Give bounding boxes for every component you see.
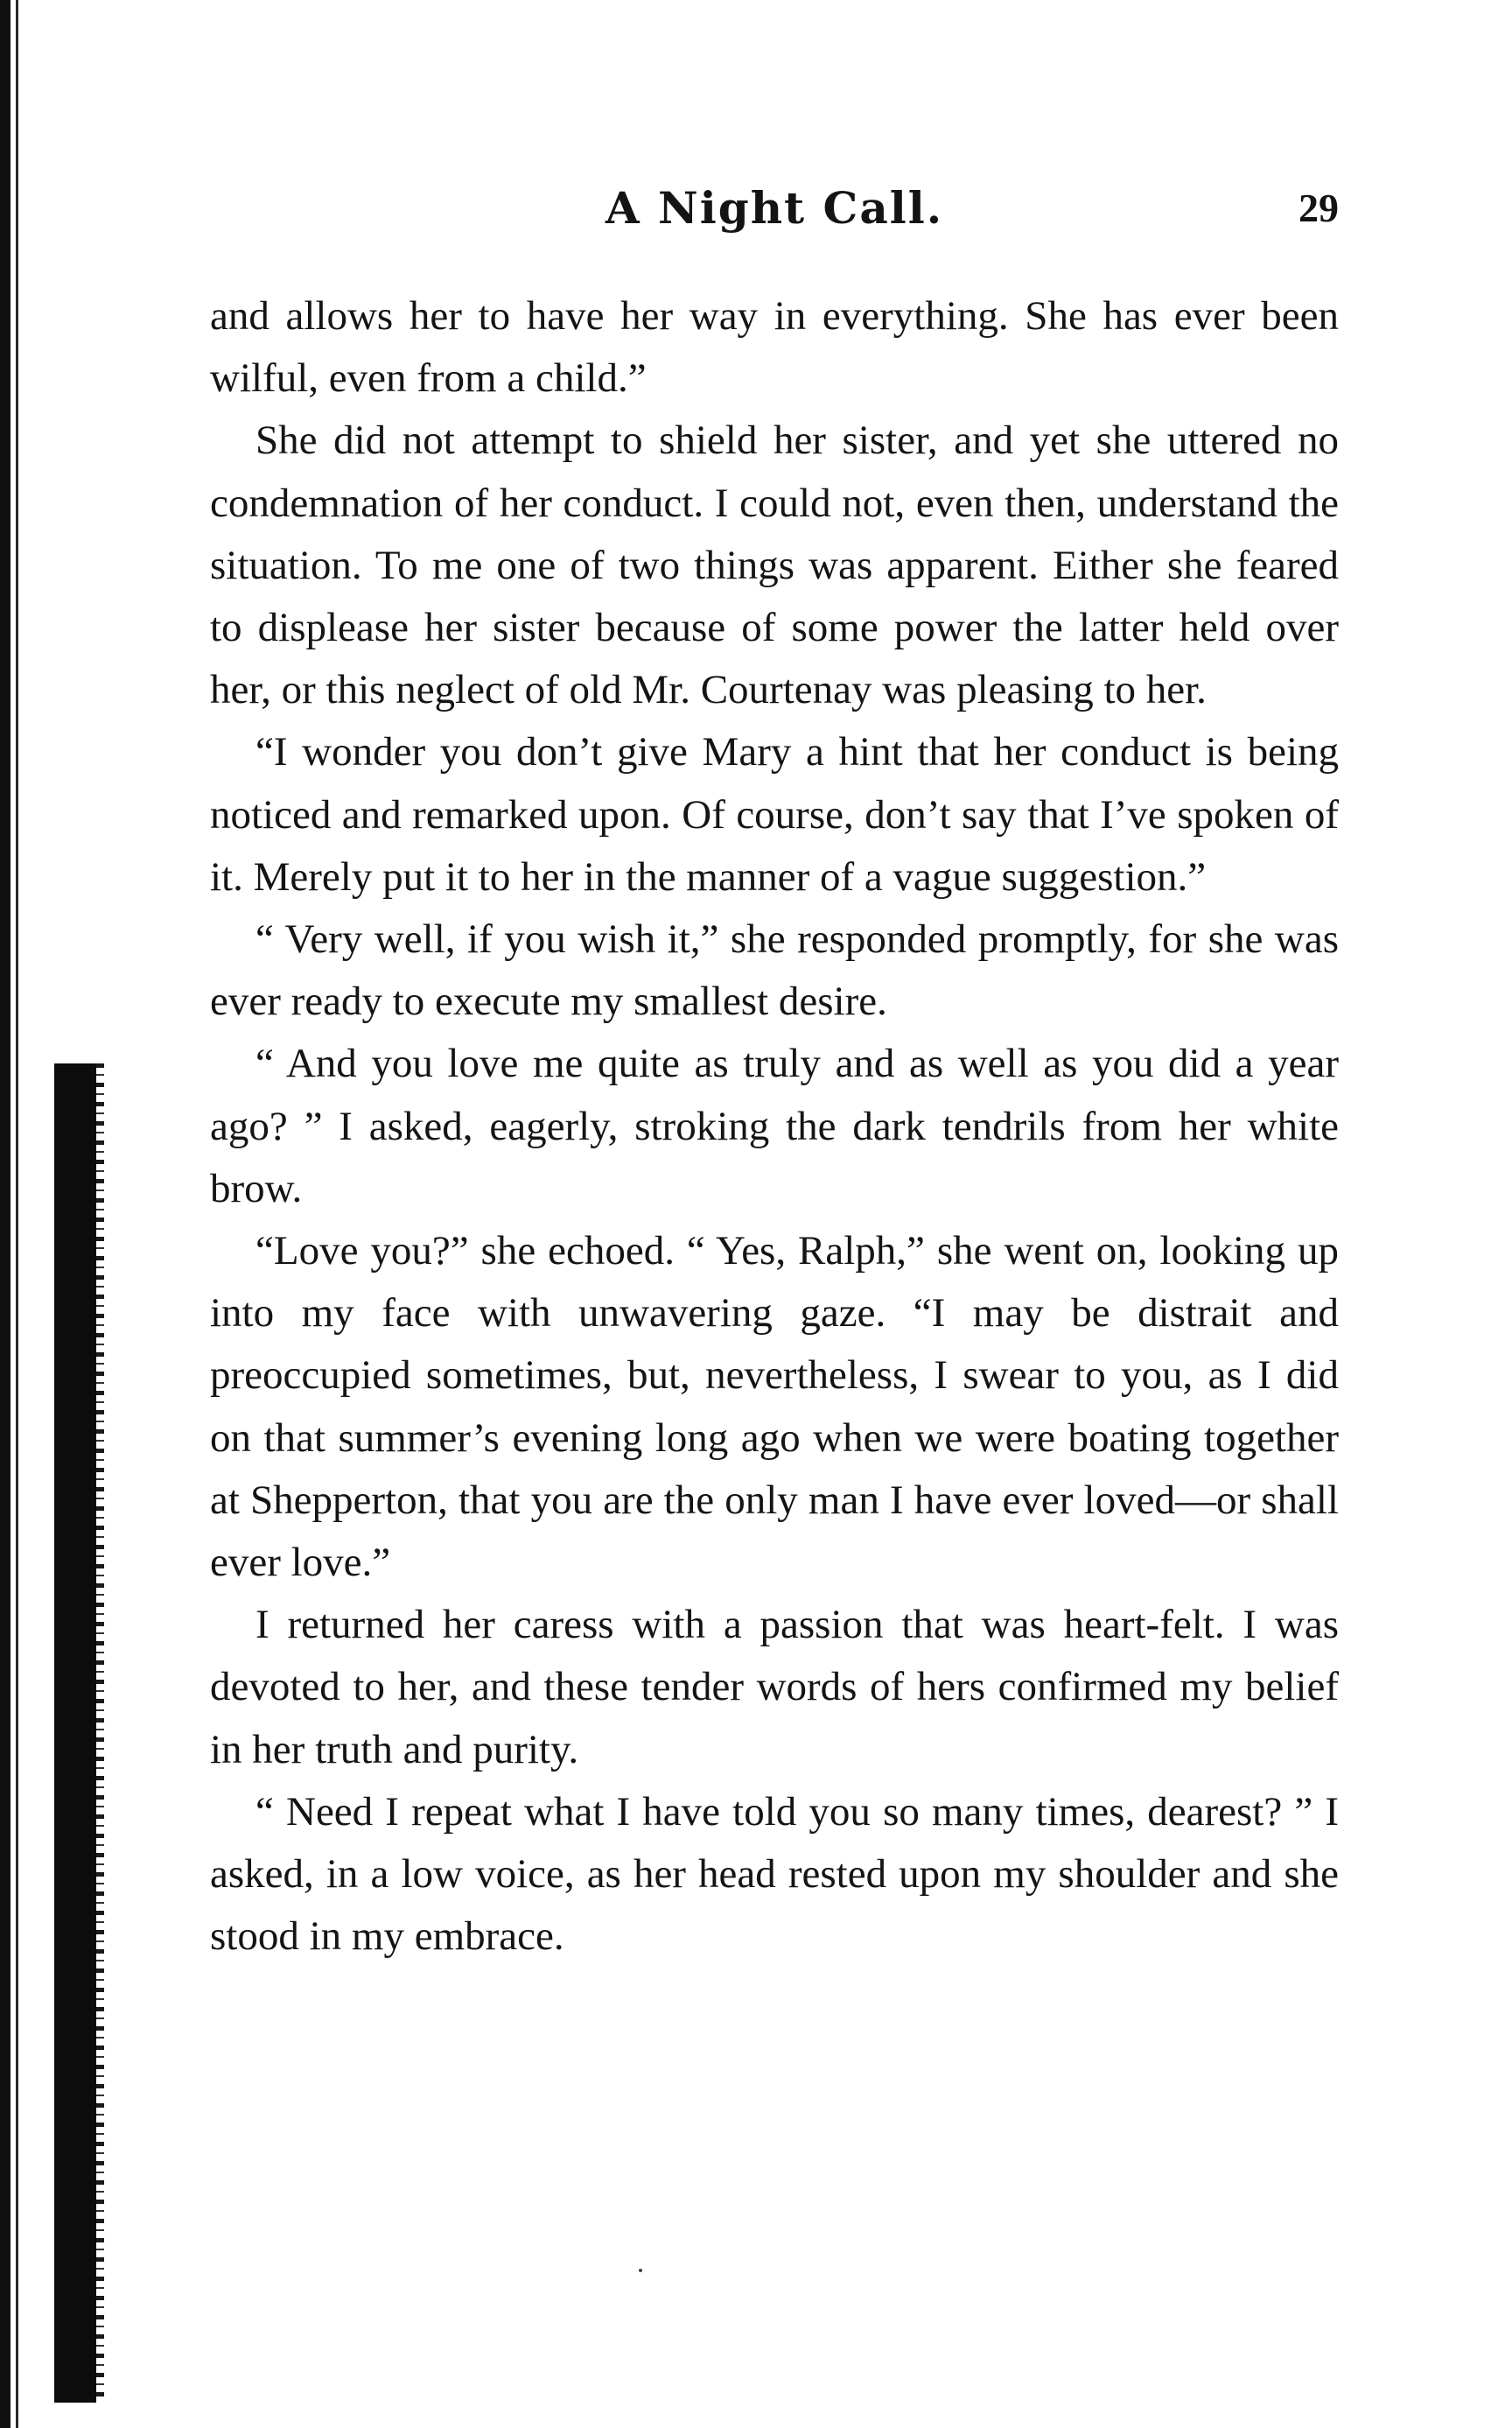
page-edge-line — [16, 0, 18, 2428]
ink-speck — [639, 2269, 642, 2272]
paragraph: “ Very well, if you wish it,” she responded promptly, for she was ever ready to execute my smallest desire. — [210, 916, 1339, 1025]
body-text — [210, 285, 1339, 1968]
page-header — [210, 182, 1339, 235]
paragraph: “ Need I repeat what I have told you so many times, dearest? ” I asked, in a low voice, as her head rested upon my shoulder and she stood in my embrace. — [210, 1788, 1339, 1960]
paragraph: “Love you?” she echoed. “ Yes, Ralph,” she went on, looking up into my face with unwavering gaze. “I may be distrait and preoccupied sometimes, but, nevertheless, I swear to you, as I did on that summer’s evening long ago when we were boating together at Shepperton, that you are the only man I have ever loved—or shall ever love.” — [210, 1228, 1339, 1586]
paragraph: “ And you love me quite as truly and as well as you did a year ago? ” I asked, eagerly, stroking the dark tendrils from her white brow. — [210, 1041, 1339, 1211]
paragraph: I returned her caress with a passion that was heart-felt. I was devoted to her, and these tender words of hers confirmed my belief in her truth and purity. — [210, 1602, 1339, 1772]
page-number: 29 — [1298, 186, 1339, 230]
page-edge-shadow — [0, 0, 10, 2428]
paragraph-continued: and allows her to have her way in everything. She has ever been wilful, even from a child.” — [210, 293, 1339, 402]
running-title: A Night Call. — [605, 182, 944, 234]
binding-shadow — [54, 1063, 96, 2403]
paragraph: She did not attempt to shield her sister, and yet she uttered no condemnation of her conduct. I could not, even then, understand the situation. To me one of two things was apparent. Either she feared to displease her sister because of some power the latter held over her, or this neglect of old Mr. Courtenay was pleasing to her. — [210, 418, 1339, 713]
paragraph: “I wonder you don’t give Mary a hint that her conduct is being noticed and remarked upon. Of course, don’t say that I’ve spoken of it. Merely put it to her in the manner of a vague suggestion.” — [210, 729, 1339, 900]
